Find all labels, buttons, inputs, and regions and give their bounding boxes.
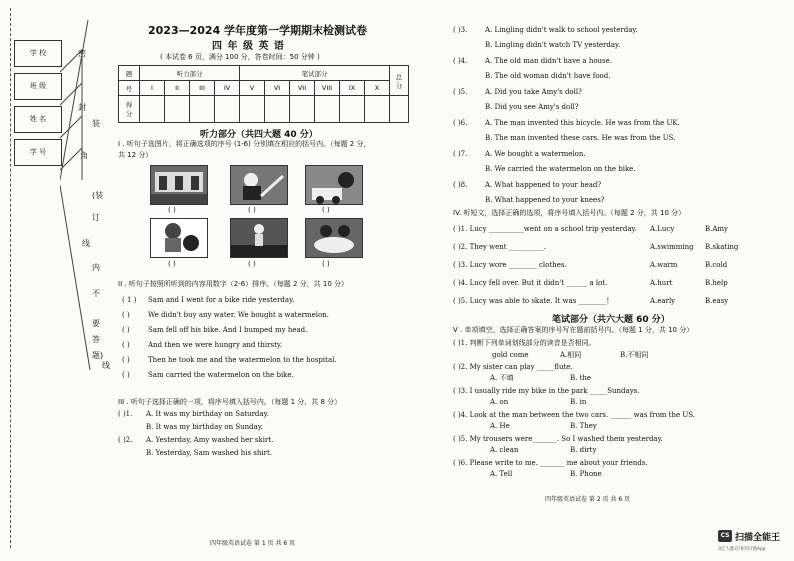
scanner-name: 扫描全能王	[735, 533, 781, 543]
order-sentence: Then he took me and the watermelon to the hospital.	[148, 356, 337, 364]
option-b[interactable]: B. in	[570, 398, 587, 406]
seal-char: 要	[92, 319, 100, 328]
answer-bracket[interactable]: ( )	[168, 260, 176, 268]
seal-char: 不	[92, 289, 100, 298]
option-a[interactable]: A.Lucy	[650, 225, 675, 233]
order-bracket[interactable]: ( )	[122, 341, 130, 349]
score-cell: 得 分	[119, 96, 140, 123]
page-footer-right: 四年级英语试卷 第 2 页 共 6 页	[545, 496, 631, 503]
order-bracket[interactable]: ( )	[122, 326, 130, 334]
option-b[interactable]: B. dirty	[570, 446, 597, 454]
option-b[interactable]: B. Lingling didn't watch TV yesterday.	[485, 41, 621, 49]
score-input[interactable]	[290, 96, 315, 123]
section-1-title: I . 听句子选图片，将正确选项的序号 (1-6) 分别填在相应的括号内。（每题 2 分，	[118, 140, 371, 148]
picture-4	[150, 218, 208, 258]
seal-char: 答	[92, 335, 100, 344]
listening-header: 听力部分（共四大题 40 分）	[200, 130, 318, 140]
seal-char: 订	[92, 213, 100, 222]
sidebar-lines	[60, 20, 120, 380]
seal-char: 装	[92, 119, 100, 128]
score-cell: II	[165, 81, 190, 96]
word-pair: gold come	[492, 351, 529, 359]
page-footer-left: 四年级英语试卷 第 1 页 共 6 页	[210, 540, 296, 547]
score-input[interactable]	[315, 96, 340, 123]
answer-bracket[interactable]: ( )	[322, 206, 330, 214]
option-a[interactable]: A.相同	[560, 351, 582, 359]
question-number[interactable]: ( )6.	[453, 119, 468, 127]
option-b[interactable]: B.cold	[705, 261, 728, 269]
question-text[interactable]: ( )3. I usually ride my bike in the park _____Sundays.	[453, 387, 640, 395]
option-b[interactable]: B. The man invented these cars. He was from the US.	[485, 134, 676, 142]
option-a[interactable]: A.warm	[650, 261, 678, 269]
score-input[interactable]	[240, 96, 265, 123]
option-b[interactable]: B. What happened to your knees?	[485, 196, 605, 204]
answer-bracket[interactable]: ( )	[168, 206, 176, 214]
section-3-title: III . 听句子选择正确的一项，将序号填入括号内。（每题 1 分，共 8 分）	[118, 398, 342, 406]
exam-subtitle: 四 年 级 英 语	[212, 41, 285, 52]
order-bracket[interactable]: ( )	[122, 356, 130, 364]
question-number[interactable]: ( )5.	[453, 88, 468, 96]
option-b[interactable]: B. Phone	[570, 470, 602, 478]
question-number[interactable]: ( )7.	[453, 150, 468, 158]
score-cell: IX	[340, 81, 365, 96]
order-sentence: And then we were hungry and thirsty.	[148, 341, 283, 349]
seal-char: 题)	[92, 351, 104, 360]
option-a[interactable]: A.swimming	[650, 243, 694, 251]
option-a[interactable]: A. He	[490, 422, 510, 430]
score-cell: I	[140, 81, 165, 96]
option-a[interactable]: A.hurt	[650, 279, 673, 287]
section-2-title: II . 听句子按照所听到的内容用数字（2-6）排序。（每题 2 分，共 10 分）	[118, 280, 348, 288]
question-text[interactable]: ( )4. Lucy fell over. But it didn't ______ a lot.	[453, 279, 608, 287]
question-number[interactable]: ( )3.	[453, 26, 468, 34]
score-input[interactable]	[190, 96, 215, 123]
score-input[interactable]	[140, 96, 165, 123]
question-text[interactable]: ( )1. 判断下列单词划线部分的读音是否相同。	[453, 339, 596, 347]
seal-char: 封	[78, 103, 86, 112]
picture-3	[305, 165, 363, 205]
exam-info: ( 本试卷 6 页，满分 100 分，答卷时间：50 分钟 )	[160, 53, 320, 61]
option-a[interactable]: A.early	[650, 297, 676, 305]
score-table	[118, 65, 409, 123]
answer-bracket[interactable]: ( )	[248, 260, 256, 268]
option-b[interactable]: B. The old woman didn't have food.	[485, 72, 611, 80]
score-input[interactable]	[165, 96, 190, 123]
option-b[interactable]: B.easy	[705, 297, 729, 305]
option-a[interactable]: A. The old man didn't have a house.	[485, 57, 613, 65]
score-cell: IV	[215, 81, 240, 96]
option-a[interactable]: A. We bought a watermelon.	[485, 150, 586, 158]
score-input[interactable]	[340, 96, 365, 123]
option-b[interactable]: B. Did you see Amy's doll?	[485, 103, 579, 111]
order-sentence: Sam fell off his bike. And I bumped my head.	[148, 326, 308, 334]
score-cell: X	[365, 81, 390, 96]
option-a[interactable]: A. 不填	[490, 374, 514, 382]
score-cell: 题	[119, 66, 140, 81]
score-cell: 号	[119, 81, 140, 96]
score-input[interactable]	[215, 96, 240, 123]
section-4-title: IV. 听短文，选择正确的选项，将序号填入括号内。（每题 2 分，共 10 分）	[453, 209, 686, 217]
option-a[interactable]: A. What happened to your head?	[485, 181, 602, 189]
school-box[interactable]: 学 校	[14, 40, 62, 67]
question-number[interactable]: ( )2.	[118, 436, 133, 444]
seal-char: 密	[78, 49, 86, 58]
score-cell: V	[240, 81, 265, 96]
section-5-title: V . 单项填空。选择正确答案的序号写在题前括号内。（每题 1 分，共 10 分）	[453, 326, 694, 334]
score-cell: 总 分	[390, 66, 409, 96]
seal-char: 线	[82, 239, 90, 248]
picture-5	[230, 218, 288, 258]
seal-char: 内	[92, 263, 100, 272]
picture-6	[305, 218, 363, 258]
seal-char: 角	[80, 151, 88, 160]
option-a[interactable]: A. Did you take Amy's doll?	[485, 88, 582, 96]
seal-char: 线	[102, 361, 110, 370]
option-a[interactable]: A. It was my birthday on Saturday.	[146, 410, 269, 418]
option-b[interactable]: B. the	[570, 374, 592, 382]
order-bracket[interactable]: ( )	[122, 311, 130, 319]
scanner-logo-icon: CS	[718, 530, 732, 542]
option-b[interactable]: B. Yesterday, Sam washed his shirt.	[146, 449, 273, 457]
seal-char: (装	[92, 191, 104, 200]
order-bracket[interactable]: ( )	[122, 371, 130, 379]
picture-1	[150, 165, 208, 205]
order-sentence: Sam carried the watermelon on the bike.	[148, 371, 294, 379]
number-box[interactable]: 学 号	[14, 139, 62, 166]
option-b[interactable]: B.help	[705, 279, 728, 287]
question-text[interactable]: ( )5. Lucy was able to skate. It was ________!	[453, 297, 610, 305]
name-box[interactable]: 姓 名	[14, 106, 62, 133]
score-cell: VII	[290, 81, 315, 96]
order-sentence: We didn't buy any water. We bought a watermelon.	[148, 311, 329, 319]
score-cell: III	[190, 81, 215, 96]
option-a[interactable]: A. The man invented this bicycle. He was from the UK.	[485, 119, 680, 127]
option-a[interactable]: A. Tell	[490, 470, 513, 478]
option-b[interactable]: B.Amy	[705, 225, 729, 233]
question-text[interactable]: ( )2. They went __________.	[453, 243, 546, 251]
question-text[interactable]: ( )6. Please write to me. _______ me about your friends.	[453, 459, 648, 467]
option-b[interactable]: B. It was my birthday on Sunday.	[146, 423, 264, 431]
score-input[interactable]	[265, 96, 290, 123]
option-b[interactable]: B.skating	[705, 243, 739, 251]
option-b[interactable]: B. We carried the watermelon on the bike.	[485, 165, 636, 173]
section-1-title-cont: 共 12 分）	[118, 151, 153, 159]
question-text[interactable]: ( )1. Lucy __________went on a school trip yesterday.	[453, 225, 637, 233]
option-a[interactable]: A. on	[490, 398, 509, 406]
score-cell: VI	[265, 81, 290, 96]
question-text[interactable]: ( )4. Look at the man between the two cars. ______ was from the US.	[453, 411, 696, 419]
answer-bracket[interactable]: ( )	[322, 260, 330, 268]
question-text[interactable]: ( )3. Lucy wore ________ clothes.	[453, 261, 567, 269]
answer-bracket[interactable]: ( )	[248, 206, 256, 214]
score-cell: 听力部分	[140, 66, 240, 81]
written-header: 笔试部分（共六大题 60 分）	[552, 315, 670, 325]
scanner-tag: 3亿人都在用的扫描App	[718, 547, 766, 552]
score-cell: 笔试部分	[240, 66, 390, 81]
order-bracket[interactable]: ( 1 )	[122, 296, 137, 304]
score-input[interactable]	[365, 96, 390, 123]
option-b[interactable]: B. They	[570, 422, 597, 430]
exam-title: 2023—2024 学年度第一学期期末检测试卷	[148, 24, 368, 37]
option-a[interactable]: A. Lingling didn't walk to school yesterday.	[485, 26, 638, 34]
question-number[interactable]: ( )4.	[453, 57, 468, 65]
option-b[interactable]: B.不相同	[620, 351, 649, 359]
option-a[interactable]: A. clean	[490, 446, 519, 454]
score-input[interactable]	[390, 96, 409, 123]
order-sentence: Sam and I went for a bike ride yesterday.	[148, 296, 295, 304]
option-a[interactable]: A. Yesterday, Amy washed her skirt.	[146, 436, 274, 444]
question-text[interactable]: ( )5. My trousers were_______. So I washed them yesterday.	[453, 435, 663, 443]
question-number[interactable]: ( )8.	[453, 181, 468, 189]
picture-2	[230, 165, 288, 205]
class-box[interactable]: 班 级	[14, 73, 62, 100]
score-cell: VIII	[315, 81, 340, 96]
question-text[interactable]: ( )2. My sister can play _____flute.	[453, 363, 573, 371]
question-number[interactable]: ( )1.	[118, 410, 133, 418]
